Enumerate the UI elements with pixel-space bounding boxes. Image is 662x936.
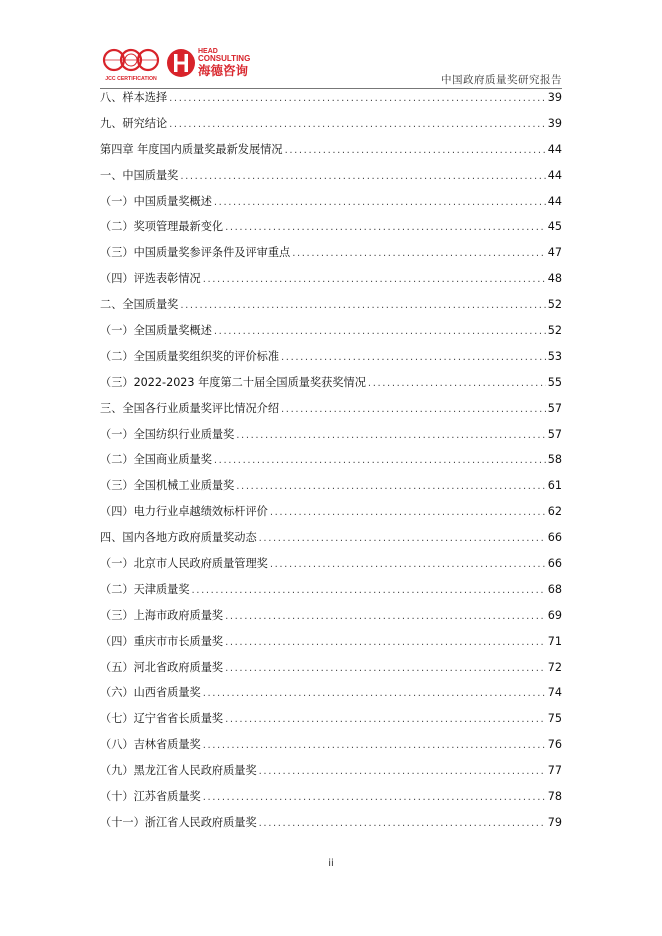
toc-entry-title: （十）江苏省质量奖: [100, 790, 201, 804]
toc-entry-title: （四）电力行业卓越绩效标杆评价: [100, 505, 268, 519]
toc-dot-leader: [225, 215, 546, 241]
toc-entry-title: （三）上海市政府质量奖: [100, 608, 224, 622]
toc-dot-leader: [292, 241, 546, 267]
toc-entry-title: 第四章 年度国内质量奖最新发展情况: [100, 142, 283, 156]
toc-entry-title: 二、全国质量奖: [100, 298, 179, 312]
toc-entry[interactable]: [100, 603, 562, 629]
toc-dot-leader: [236, 474, 545, 500]
toc-entry-page: 52: [547, 298, 562, 312]
table-of-contents: [100, 85, 562, 836]
toc-entry-page: 61: [547, 479, 562, 493]
toc-entry-page: 57: [547, 401, 562, 415]
toc-entry-page: 66: [547, 557, 562, 571]
head-logo-text-1: HEAD: [198, 48, 218, 55]
toc-entry-page: 69: [547, 608, 562, 622]
toc-dot-leader: [192, 578, 546, 604]
toc-dot-leader: [281, 345, 546, 371]
toc-dot-leader: [368, 371, 546, 397]
toc-entry-title: （一）中国质量奖概述: [100, 194, 212, 208]
toc-entry-title: （十一）浙江省人民政府质量奖: [100, 815, 257, 829]
toc-entry-page: 58: [547, 453, 562, 467]
toc-entry[interactable]: [100, 577, 562, 603]
toc-dot-leader: [285, 138, 546, 164]
toc-entry[interactable]: [100, 189, 562, 215]
toc-entry-title: （二）全国商业质量奖: [100, 453, 212, 467]
toc-entry[interactable]: [100, 732, 562, 758]
toc-entry-title: 九、研究结论: [100, 116, 168, 130]
toc-entry-page: 39: [547, 91, 562, 104]
toc-entry-title: 四、国内各地方政府质量奖动态: [100, 531, 257, 545]
toc-entry[interactable]: [100, 680, 562, 706]
toc-entry[interactable]: [100, 551, 562, 577]
toc-entry-title: 一、中国质量奖: [100, 168, 179, 182]
toc-entry-page: 66: [547, 531, 562, 545]
toc-entry-title: （五）河北省政府质量奖: [100, 660, 224, 674]
toc-entry[interactable]: [100, 629, 562, 655]
toc-entry[interactable]: [100, 525, 562, 551]
jcc-certification-logo: [100, 46, 162, 84]
toc-entry[interactable]: [100, 214, 562, 240]
toc-entry-page: 47: [547, 246, 562, 260]
toc-entry-page: 76: [547, 738, 562, 752]
toc-entry[interactable]: [100, 706, 562, 732]
toc-dot-leader: [270, 500, 546, 526]
toc-entry-title: （一）全国纺织行业质量奖: [100, 427, 235, 441]
toc-entry-page: 44: [547, 142, 562, 156]
toc-entry-page: 68: [547, 582, 562, 596]
toc-dot-leader: [214, 448, 546, 474]
toc-dot-leader: [225, 707, 546, 733]
toc-dot-leader: [270, 552, 546, 578]
toc-dot-leader: [203, 733, 546, 759]
toc-dot-leader: [259, 759, 546, 785]
jcc-logo-text: JCC CERTIFICATION: [105, 76, 157, 82]
toc-entry[interactable]: [100, 810, 562, 836]
toc-entry[interactable]: [100, 422, 562, 448]
toc-entry-title: （七）辽宁省省长质量奖: [100, 712, 224, 726]
page-header: [100, 44, 562, 88]
toc-entry-page: 44: [547, 194, 562, 208]
toc-entry[interactable]: [100, 370, 562, 396]
toc-dot-leader: [225, 630, 546, 656]
toc-entry[interactable]: [100, 240, 562, 266]
toc-entry-page: 52: [547, 324, 562, 338]
toc-dot-leader: [225, 656, 546, 682]
toc-entry-title: （三）中国质量奖参评条件及评审重点: [100, 246, 291, 260]
toc-entry-page: 55: [547, 375, 562, 389]
toc-entry-title: （九）黑龙江省人民政府质量奖: [100, 764, 257, 778]
toc-entry-page: 75: [547, 712, 562, 726]
toc-entry-title: （三）2022-2023 年度第二十届全国质量奖获奖情况: [100, 375, 366, 389]
toc-dot-leader: [169, 112, 546, 138]
toc-entry-page: 57: [547, 427, 562, 441]
toc-dot-leader: [259, 811, 546, 837]
toc-entry-page: 77: [547, 764, 562, 778]
toc-entry-page: 53: [547, 349, 562, 363]
toc-entry-page: 44: [547, 168, 562, 182]
toc-entry[interactable]: [100, 137, 562, 163]
toc-dot-leader: [203, 785, 546, 811]
toc-entry-page: 72: [547, 660, 562, 674]
toc-entry[interactable]: [100, 292, 562, 318]
toc-entry-page: 74: [547, 686, 562, 700]
toc-entry[interactable]: [100, 344, 562, 370]
toc-dot-leader: [214, 319, 546, 345]
toc-entry-title: （四）评选表彰情况: [100, 272, 201, 286]
toc-entry-title: （二）天津质量奖: [100, 582, 190, 596]
toc-dot-leader: [203, 681, 546, 707]
toc-entry-title: （一）全国质量奖概述: [100, 324, 212, 338]
toc-entry[interactable]: [100, 784, 562, 810]
toc-entry-page: 45: [547, 220, 562, 234]
toc-dot-leader: [180, 293, 545, 319]
toc-entry-title: （三）全国机械工业质量奖: [100, 479, 235, 493]
toc-entry[interactable]: [100, 266, 562, 292]
toc-entry-title: （二）奖项管理最新变化: [100, 220, 224, 234]
toc-entry-page: 48: [547, 272, 562, 286]
toc-entry-title: （八）吉林省质量奖: [100, 738, 201, 752]
toc-entry-page: 78: [547, 790, 562, 804]
toc-entry[interactable]: [100, 447, 562, 473]
toc-dot-leader: [203, 267, 546, 293]
head-consulting-logo: [166, 44, 266, 82]
toc-dot-leader: [214, 190, 546, 216]
toc-entry[interactable]: [100, 758, 562, 784]
toc-entry[interactable]: [100, 111, 562, 137]
toc-entry-page: 39: [547, 116, 562, 130]
toc-entry[interactable]: [100, 499, 562, 525]
toc-entry-page: 79: [547, 815, 562, 829]
toc-entry[interactable]: [100, 655, 562, 681]
toc-entry-page: 71: [547, 634, 562, 648]
toc-entry-title: 八、样本选择: [100, 91, 168, 104]
toc-dot-leader: [236, 423, 545, 449]
toc-dot-leader: [281, 397, 546, 423]
toc-dot-leader: [259, 526, 546, 552]
toc-entry-title: （四）重庆市市长质量奖: [100, 634, 224, 648]
head-logo-text-cn: 海德咨询: [198, 63, 249, 78]
toc-entry-page: 62: [547, 505, 562, 519]
toc-entry[interactable]: [100, 396, 562, 422]
toc-entry[interactable]: [100, 85, 562, 111]
toc-dot-leader: [225, 604, 546, 630]
toc-dot-leader: [169, 86, 546, 112]
page-number: ii: [328, 858, 334, 869]
document-title: 中国政府质量奖研究报告: [441, 74, 562, 86]
head-logo-text-2: CONSULTING: [198, 54, 251, 63]
toc-entry-title: 三、全国各行业质量奖评比情况介绍: [100, 401, 280, 415]
toc-entry[interactable]: [100, 163, 562, 189]
toc-entry-title: （一）北京市人民政府质量管理奖: [100, 557, 268, 571]
toc-entry-title: （六）山西省质量奖: [100, 686, 201, 700]
toc-dot-leader: [180, 164, 545, 190]
toc-entry[interactable]: [100, 473, 562, 499]
toc-entry[interactable]: [100, 318, 562, 344]
toc-entry-title: （二）全国质量奖组织奖的评价标准: [100, 349, 280, 363]
